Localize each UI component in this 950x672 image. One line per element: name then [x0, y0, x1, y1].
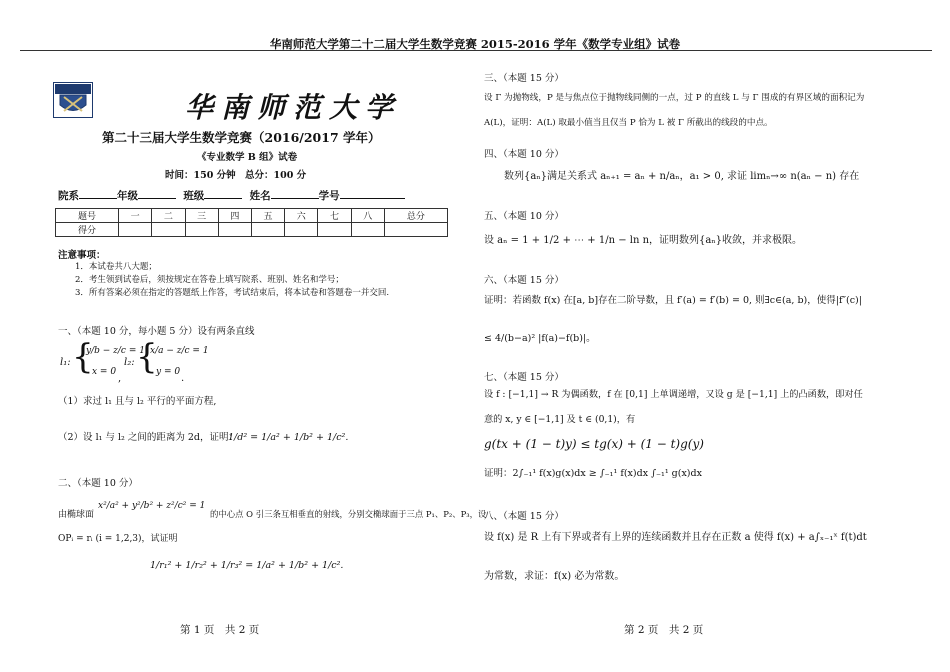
score-cell: 六 — [285, 209, 318, 223]
notes-title: 注意事项： — [58, 250, 106, 261]
score-input[interactable] — [318, 223, 351, 237]
score-row-label: 得分 — [56, 223, 119, 237]
q2-line2: OPᵢ = rᵢ (i = 1,2,3)，试证明 — [58, 534, 178, 544]
score-cell: 题号 — [56, 209, 119, 223]
score-cell: 一 — [119, 209, 152, 223]
class-label: 班级 — [183, 190, 205, 202]
score-cell: 二 — [152, 209, 185, 223]
q3-line1: 设 Γ 为抛物线，P 是与焦点位于抛物线同侧的一点，过 P 的直线 L 与 Γ 围成的有界区域的面积记为 — [484, 93, 865, 103]
q6-title: 六、（本题 15 分） — [484, 275, 564, 286]
paper-title: 《专业数学 B 组》试卷 — [197, 152, 298, 163]
comma: , — [118, 373, 122, 384]
score-input[interactable] — [119, 223, 152, 237]
l1-label: l₁: — [60, 357, 71, 368]
q7-inequality: g(tx + (1 − t)y) ≤ tg(x) + (1 − t)g(y) — [484, 437, 704, 451]
q7-line2: 意的 x, y ∈ [−1,1] 及 t ∈ (0,1)，有 — [484, 414, 636, 425]
page-number-right: 第 2 页 共 2 页 — [624, 624, 704, 636]
university-crest-icon — [53, 82, 93, 118]
q1-part1: （1）求过 l₁ 且与 l₂ 平行的平面方程, — [58, 396, 217, 407]
score-cell: 七 — [318, 209, 351, 223]
l1-eq2: x = 0 — [92, 367, 117, 377]
q1-part2: （2）设 l₁ 与 l₂ 之间的距离为 2d，证明： — [58, 432, 238, 443]
score-table — [55, 208, 448, 237]
page-number-left: 第 1 页 共 2 页 — [180, 624, 260, 636]
page-header: 华南师范大学第二十二届大学生数学竞赛 2015-2016 学年《数学专业组》试卷 — [269, 37, 681, 51]
l1-brace: { — [72, 337, 94, 377]
period: . — [181, 373, 185, 384]
score-input[interactable] — [251, 223, 284, 237]
header-divider — [20, 50, 932, 51]
q2-line1-pre: 由椭球面 — [58, 510, 95, 520]
l2-eq1: x/a − z/c = 1 — [150, 346, 209, 356]
student-no-field[interactable] — [340, 198, 405, 199]
l1-eq1: y/b − z/c = 1 — [86, 346, 145, 356]
score-cell: 四 — [218, 209, 251, 223]
dept-label: 院系 — [58, 190, 79, 202]
q7-title: 七、（本题 15 分） — [484, 372, 564, 383]
exam-title: 第二十三届大学生数学竞赛（2016/2017 学年） — [102, 130, 381, 145]
q6-line1: 证明：若函数 f(x) 在[a, b]存在二阶导数，且 f′(a) = f′(b) = 0, 则∃c∈(a, b)，使得|f″(c)| — [484, 295, 862, 306]
student-info-line — [58, 189, 405, 203]
q1-part2-formula: 1/d² = 1/a² + 1/b² + 1/c². — [228, 432, 349, 443]
score-table-score-row — [56, 223, 448, 237]
score-input[interactable] — [285, 223, 318, 237]
score-input[interactable] — [152, 223, 185, 237]
score-input[interactable] — [351, 223, 384, 237]
name-label: 姓名 — [249, 190, 271, 202]
university-name: 华南师范大学 — [185, 91, 402, 124]
ellipsoid-formula: x²/a² + y²/b² + z²/c² = 1 — [98, 501, 206, 511]
score-cell: 三 — [185, 209, 218, 223]
q5-title: 五、（本题 10 分） — [484, 211, 564, 222]
dept-field[interactable] — [79, 198, 117, 199]
note-item: 3．所有答案必须在指定的答题纸上作答，考试结束后，将本试卷和答题卷一并交回. — [75, 288, 390, 298]
score-cell: 八 — [351, 209, 384, 223]
q8-line1: 设 f(x) 是 R 上有下界或者有上界的连续函数并且存在正数 a 使得 f(x) + a∫ₓ₋₁ˣ f(t)dt — [484, 532, 867, 543]
l2-label: l₂: — [124, 357, 135, 368]
q2-line1-post: 的中心点 O 引三条互相垂直的射线，分别交椭球面于三点 P₁、P₂、P₃，设 — [210, 509, 487, 519]
grade-field[interactable] — [138, 198, 176, 199]
l2-brace: { — [136, 337, 158, 377]
q2-formula: 1/r₁² + 1/r₂² + 1/r₃² = 1/a² + 1/b² + 1/c². — [150, 560, 344, 571]
note-item: 2．考生领到试卷后，须按规定在答卷上填写院系、班别、姓名和学号； — [75, 275, 344, 285]
exam-total: 总分：100 分 — [245, 170, 307, 181]
q2-title: 二、（本题 10 分） — [58, 478, 138, 489]
note-item: 1．本试卷共八大题； — [75, 262, 157, 272]
score-input[interactable] — [218, 223, 251, 237]
name-field[interactable] — [271, 198, 319, 199]
q4-title: 四、（本题 10 分） — [484, 149, 564, 160]
q4-line: 数列{aₙ}满足关系式 aₙ₊₁ = aₙ + n/aₙ，a₁ > 0, 求证 limₙ→∞ n(aₙ − n) 存在 — [504, 171, 860, 182]
score-cell: 五 — [251, 209, 284, 223]
q7-line1: 设 f : [−1,1] → R 为偶函数，f 在 [0,1] 上单调递增，又设 g 是 [−1,1] 上的凸函数，即对任 — [484, 389, 863, 400]
score-input[interactable] — [384, 223, 447, 237]
q3-title: 三、（本题 15 分） — [484, 73, 564, 84]
class-field[interactable] — [204, 198, 242, 199]
l2-eq2: y = 0 — [156, 367, 181, 377]
score-input[interactable] — [185, 223, 218, 237]
q6-line2: ≤ 4/(b−a)² |f(a)−f(b)|。 — [484, 333, 596, 344]
student-no-label: 学号 — [318, 190, 340, 202]
q1-title: 一、（本题 10 分，每小题 5 分）设有两条直线 — [58, 326, 255, 337]
score-table-header-row — [56, 209, 448, 223]
grade-label: 年级 — [117, 190, 138, 202]
q8-line2: 为常数，求证：f(x) 必为常数。 — [484, 571, 625, 582]
score-cell: 总分 — [384, 209, 447, 223]
q3-line2: A(L)，证明：A(L) 取最小值当且仅当 P 恰为 L 被 Γ 所截出的线段的中点。 — [484, 118, 773, 128]
q5-line: 设 aₙ = 1 + 1/2 + ⋯ + 1/n − ln n，证明数列{aₙ}收敛，并求极限。 — [484, 235, 803, 246]
q8-title: 八、（本题 15 分） — [484, 511, 564, 522]
q7-prove: 证明：2∫₋₁¹ f(x)g(x)dx ≥ ∫₋₁¹ f(x)dx ∫₋₁¹ g(x)dx — [484, 468, 702, 479]
exam-time: 时间：150 分钟 — [165, 170, 236, 181]
